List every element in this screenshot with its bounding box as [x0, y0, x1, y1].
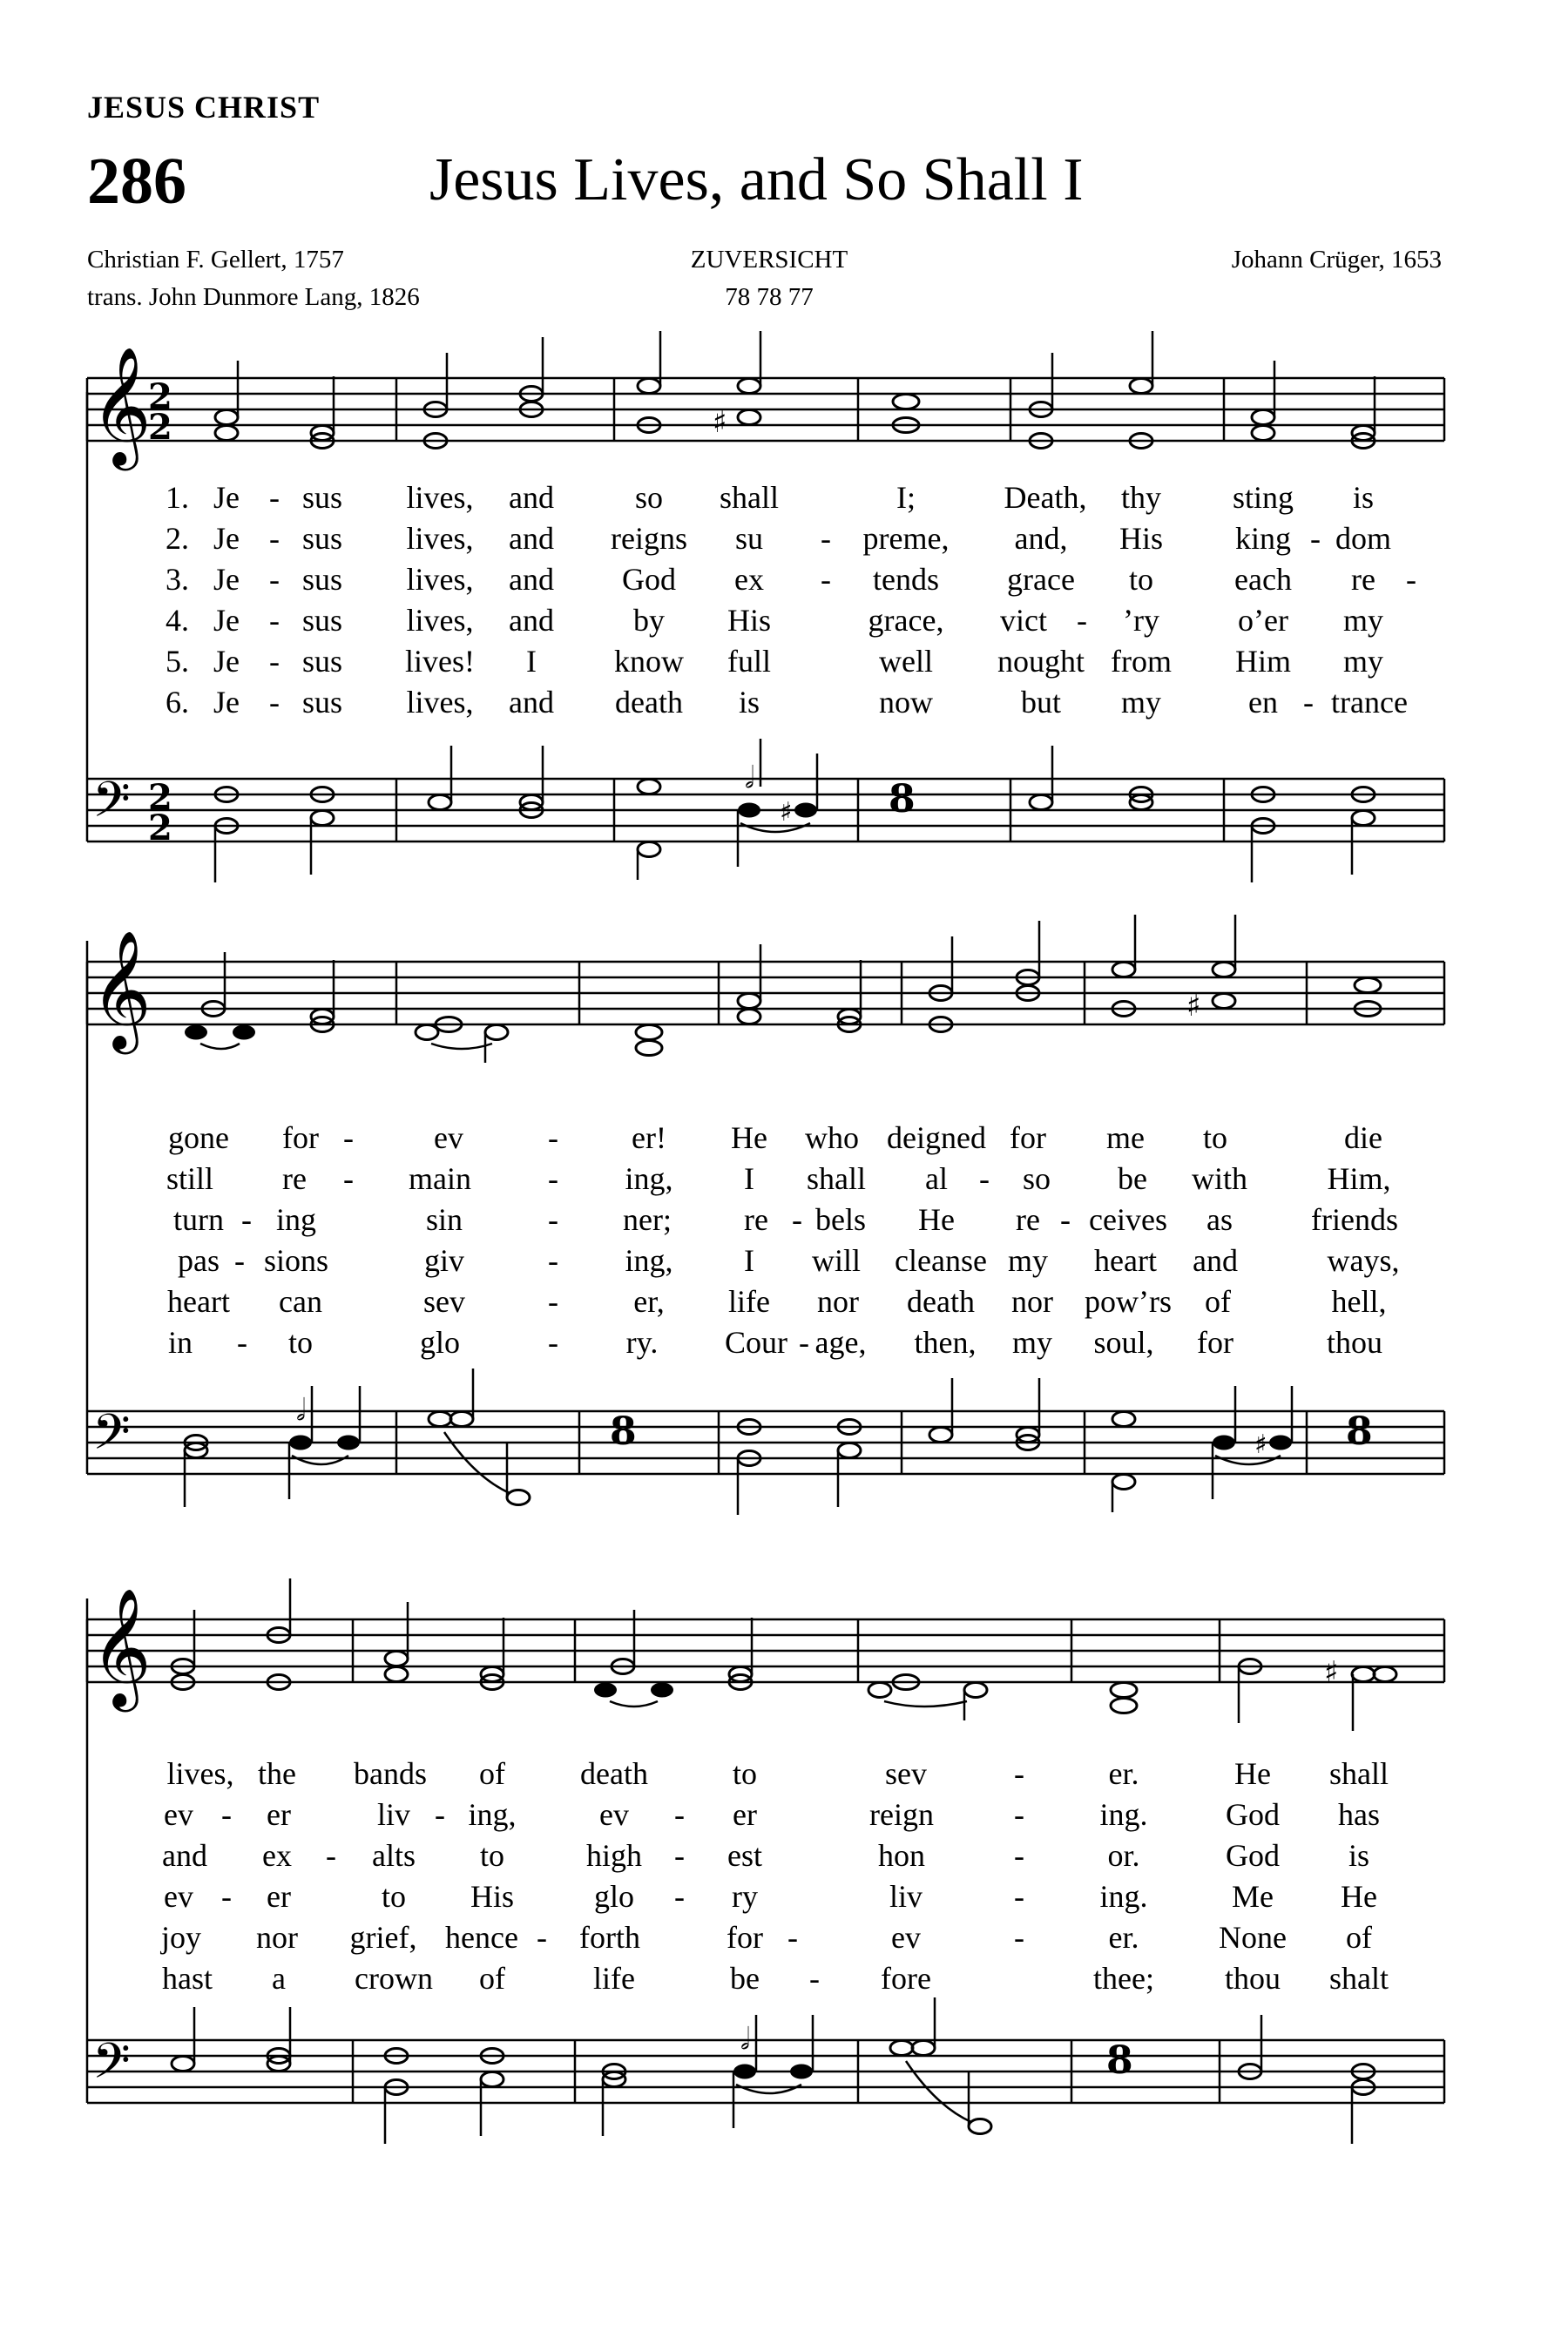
lyric-hyphen: -	[269, 644, 280, 679]
lyric-syllable: shall	[1329, 1756, 1389, 1791]
treble-staff-system-2	[0, 929, 1568, 1054]
lyric-syllable: and	[1193, 1243, 1238, 1278]
lyric-syllable: age,	[814, 1325, 867, 1360]
verse-number: 6.	[166, 685, 189, 720]
lyric-syllable: to	[1128, 562, 1154, 597]
lyric-syllable: for	[727, 1920, 763, 1955]
lyric-syllable: ev	[891, 1920, 921, 1955]
lyric-syllable: who	[805, 1120, 859, 1155]
lyric-hyphen: -	[537, 1920, 547, 1955]
lyric-hyphen: -	[269, 685, 280, 720]
lyric-syllable: heart	[1094, 1243, 1157, 1278]
lyric-syllable: know	[614, 644, 684, 679]
lyric-syllable: trance	[1331, 685, 1408, 720]
lyric-syllable: hell,	[1331, 1284, 1387, 1319]
lyric-syllable: He	[1234, 1756, 1271, 1791]
lyric-hyphen: -	[221, 1879, 232, 1914]
lyric-line-verse-2	[0, 1796, 1568, 1837]
lyric-syllable: reigns	[611, 521, 687, 556]
lyric-line-verse-4	[0, 1878, 1568, 1919]
lyric-syllable: ’ry	[1123, 603, 1159, 638]
lyric-syllable: of	[1346, 1920, 1372, 1955]
lyric-hyphen: -	[1014, 1756, 1024, 1791]
section-heading: JESUS CHRIST	[87, 90, 321, 125]
svg-text:♯: ♯	[1324, 1655, 1339, 1690]
lyric-syllable: ex	[734, 562, 764, 597]
lyric-syllable: ceives	[1089, 1202, 1167, 1237]
lyric-syllable: my	[1011, 1325, 1053, 1360]
lyric-line-verse-2	[0, 1160, 1568, 1201]
lyric-syllable: His	[1119, 521, 1164, 556]
lyric-syllable: est	[727, 1838, 762, 1873]
lyric-syllable: hence	[445, 1920, 518, 1955]
lyric-syllable: to	[287, 1325, 314, 1360]
lyric-syllable: for	[1010, 1120, 1046, 1155]
lyric-hyphen: -	[269, 562, 280, 597]
lyric-syllable: lives,	[406, 603, 474, 638]
lyric-syllable: still	[166, 1161, 214, 1196]
lyric-syllable: thou	[1326, 1325, 1383, 1360]
lyric-syllable: lives,	[406, 685, 474, 720]
lyric-syllable: to	[381, 1879, 407, 1914]
lyric-line-verse-4	[0, 1242, 1568, 1283]
lyric-hyphen: -	[1406, 562, 1416, 597]
lyric-syllable: lives,	[406, 521, 474, 556]
svg-text:♯: ♯	[1254, 1429, 1267, 1460]
author-credit: Christian F. Gellert, 1757	[87, 246, 344, 274]
lyric-syllable: glo	[419, 1325, 461, 1360]
lyric-syllable: and	[162, 1838, 207, 1873]
lyric-hyphen: -	[548, 1243, 558, 1278]
lyric-syllable: I	[744, 1243, 754, 1278]
lyric-syllable: er.	[1108, 1920, 1139, 1955]
lyric-syllable: ry.	[625, 1325, 659, 1360]
lyric-syllable: nor	[817, 1284, 859, 1319]
lyric-syllable: tends	[873, 562, 939, 597]
lyric-hyphen: -	[787, 1920, 798, 1955]
lyric-syllable: ev	[164, 1879, 193, 1914]
lyric-syllable: full	[727, 644, 771, 679]
lyric-syllable: friends	[1311, 1202, 1398, 1237]
lyric-syllable: God	[1226, 1797, 1280, 1832]
lyric-syllable: He	[918, 1202, 955, 1237]
lyric-syllable: grace	[1007, 562, 1075, 597]
lyric-hyphen: -	[1077, 603, 1087, 638]
lyric-syllable: Me	[1232, 1879, 1274, 1914]
lyric-syllable: to	[732, 1756, 758, 1791]
lyric-syllable: lives,	[406, 562, 474, 597]
lyric-syllable: en	[1248, 685, 1278, 720]
lyric-syllable: can	[279, 1284, 322, 1319]
lyric-hyphen: -	[1303, 685, 1314, 720]
lyric-hyphen: -	[979, 1161, 990, 1196]
lyric-line-verse-6	[0, 1960, 1568, 2001]
verse-number: 4.	[166, 603, 189, 638]
lyric-syllable: Je	[213, 644, 240, 679]
lyric-syllable: None	[1219, 1920, 1287, 1955]
lyric-syllable: Him,	[1327, 1161, 1391, 1196]
lyric-line-verse-5	[0, 643, 1568, 684]
hymn-number: 286	[87, 145, 186, 218]
lyric-syllable: er	[733, 1797, 757, 1832]
lyric-syllable: ing	[275, 1202, 317, 1237]
lyric-syllable: sus	[301, 562, 343, 597]
lyric-syllable: ev	[599, 1797, 629, 1832]
lyric-syllable: be	[1118, 1161, 1147, 1196]
lyric-line-verse-6	[0, 1324, 1568, 1365]
svg-text:𝄢: 𝄢	[92, 2033, 131, 2102]
lyric-syllable: is	[1348, 1838, 1370, 1873]
svg-text:𝅗𝅥: 𝅗𝅥	[296, 1393, 306, 1428]
lyric-syllable: God	[622, 562, 676, 597]
lyric-syllable: His	[470, 1879, 515, 1914]
lyric-hyphen: -	[1014, 1879, 1024, 1914]
lyric-syllable: nought	[997, 644, 1085, 679]
lyric-syllable: and,	[1014, 521, 1068, 556]
svg-text:♯: ♯	[780, 797, 793, 828]
lyric-hyphen: -	[674, 1838, 685, 1873]
lyric-syllable: and	[509, 521, 554, 556]
lyric-syllable: ev	[164, 1797, 193, 1832]
svg-text:♯: ♯	[713, 405, 727, 440]
lyric-syllable: sus	[301, 480, 343, 515]
svg-text:𝄞: 𝄞	[91, 1586, 152, 1707]
lyric-hyphen: -	[548, 1202, 558, 1237]
lyric-syllable: He	[731, 1120, 767, 1155]
lyric-syllable: I;	[896, 480, 916, 515]
treble-staff-system-3	[0, 1586, 1568, 1712]
svg-text:𝄢: 𝄢	[92, 772, 131, 841]
lyric-syllable: a	[272, 1961, 286, 1996]
lyric-line-verse-5	[0, 1919, 1568, 1960]
lyric-hyphen: -	[269, 521, 280, 556]
lyric-hyphen: -	[1310, 521, 1321, 556]
lyric-line-verse-2	[0, 520, 1568, 561]
lyric-hyphen: -	[269, 603, 280, 638]
lyric-hyphen: -	[821, 562, 831, 597]
lyric-syllable: ing,	[625, 1161, 673, 1196]
lyric-hyphen: -	[548, 1284, 558, 1319]
lyric-syllable: Je	[213, 603, 240, 638]
lyric-syllable: ing,	[625, 1243, 673, 1278]
lyric-syllable: with	[1191, 1161, 1248, 1196]
verse-lyrics-system-2	[0, 1119, 1568, 1365]
lyric-syllable: sus	[301, 603, 343, 638]
lyric-syllable: sev	[885, 1756, 927, 1791]
lyric-syllable: fore	[881, 1961, 931, 1996]
lyric-syllable: my	[1342, 603, 1384, 638]
lyric-syllable: liv	[376, 1797, 411, 1832]
lyric-syllable: die	[1344, 1120, 1382, 1155]
lyric-syllable: lives!	[405, 644, 475, 679]
lyric-hyphen: -	[792, 1202, 802, 1237]
lyric-syllable: king	[1234, 521, 1292, 556]
lyric-syllable: Death,	[1004, 480, 1087, 515]
lyric-syllable: er.	[1108, 1756, 1139, 1791]
lyric-syllable: for	[282, 1120, 319, 1155]
lyric-syllable: er	[267, 1879, 291, 1914]
lyric-syllable: reign	[869, 1797, 934, 1832]
lyric-syllable: hast	[162, 1961, 213, 1996]
lyric-hyphen: -	[1014, 1797, 1024, 1832]
lyric-syllable: sus	[301, 644, 343, 679]
lyric-syllable: my	[1120, 685, 1162, 720]
bass-staff-system-2	[0, 1390, 1568, 1530]
lyric-syllable: God	[1226, 1838, 1280, 1873]
svg-text:𝅗𝅥: 𝅗𝅥	[745, 760, 754, 795]
lyric-syllable: and	[509, 685, 554, 720]
lyric-hyphen: -	[1014, 1838, 1024, 1873]
lyric-syllable: preme,	[862, 521, 950, 556]
lyric-hyphen: -	[809, 1961, 820, 1996]
lyric-syllable: al	[925, 1161, 948, 1196]
lyric-syllable: well	[879, 644, 933, 679]
lyric-syllable: grace,	[868, 603, 944, 638]
lyric-hyphen: -	[241, 1202, 252, 1237]
lyric-syllable: to	[479, 1838, 505, 1873]
svg-text:2: 2	[148, 808, 172, 848]
lyric-syllable: of	[1205, 1284, 1231, 1319]
lyric-syllable: to	[1202, 1120, 1228, 1155]
lyric-syllable: hon	[878, 1838, 925, 1873]
lyric-syllable: life	[593, 1961, 635, 1996]
svg-text:8: 8	[1346, 1409, 1373, 1454]
lyric-syllable: deigned	[887, 1120, 986, 1155]
lyric-syllable: thee;	[1093, 1961, 1154, 1996]
lyric-syllable: cleanse	[895, 1243, 987, 1278]
lyric-syllable: lives,	[406, 480, 474, 515]
lyric-hyphen: -	[1060, 1202, 1071, 1237]
lyric-syllable: will	[811, 1243, 862, 1278]
lyric-syllable: sus	[301, 685, 343, 720]
lyric-hyphen: -	[269, 480, 280, 515]
lyric-syllable: o’er	[1238, 603, 1288, 638]
lyric-syllable: sting	[1232, 480, 1294, 515]
svg-text:2: 2	[148, 376, 172, 417]
lyric-hyphen: -	[548, 1325, 558, 1360]
lyric-line-verse-4	[0, 602, 1568, 643]
svg-text:𝄞: 𝄞	[91, 345, 152, 465]
lyric-hyphen: -	[799, 1325, 809, 1360]
lyric-line-verse-1	[0, 479, 1568, 520]
lyric-line-verse-3	[0, 1837, 1568, 1878]
lyric-syllable: of	[479, 1961, 505, 1996]
lyric-syllable: my	[1342, 644, 1384, 679]
lyric-syllable: main	[409, 1161, 471, 1196]
lyric-syllable: I	[526, 644, 537, 679]
lyric-syllable: high	[585, 1838, 643, 1873]
lyric-syllable: and	[509, 603, 554, 638]
lyric-syllable: He	[1341, 1879, 1377, 1914]
lyric-syllable: by	[633, 603, 665, 638]
lyric-hyphen: -	[234, 1243, 245, 1278]
svg-text:2: 2	[148, 777, 172, 818]
lyric-syllable: thy	[1120, 480, 1162, 515]
lyric-syllable: glo	[593, 1879, 635, 1914]
lyric-syllable: er	[267, 1797, 291, 1832]
svg-text:8: 8	[610, 1409, 637, 1454]
lyric-syllable: forth	[579, 1920, 640, 1955]
lyric-line-verse-3	[0, 1201, 1568, 1242]
lyric-syllable: er!	[632, 1120, 666, 1155]
verse-number: 5.	[166, 644, 189, 679]
svg-text:2: 2	[148, 407, 172, 448]
lyric-syllable: re	[1351, 562, 1375, 597]
lyric-syllable: re	[1016, 1202, 1040, 1237]
lyric-syllable: be	[730, 1961, 760, 1996]
lyric-syllable: su	[734, 521, 764, 556]
lyric-syllable: nor	[1011, 1284, 1053, 1319]
lyric-syllable: soul,	[1093, 1325, 1154, 1360]
lyric-hyphen: -	[237, 1325, 247, 1360]
lyric-syllable: Him	[1234, 644, 1292, 679]
lyric-line-verse-1	[0, 1755, 1568, 1796]
lyric-syllable: dom	[1335, 521, 1392, 556]
lyric-line-verse-5	[0, 1283, 1568, 1324]
lyric-syllable: giv	[423, 1243, 465, 1278]
lyric-syllable: each	[1234, 562, 1292, 597]
lyric-syllable: me	[1106, 1120, 1145, 1155]
lyric-syllable: grief,	[349, 1920, 417, 1955]
lyric-hyphen: -	[674, 1879, 685, 1914]
lyric-syllable: alts	[372, 1838, 416, 1873]
lyric-syllable: shall	[720, 480, 779, 515]
lyric-syllable: Je	[213, 562, 240, 597]
lyric-syllable: so	[634, 480, 664, 515]
lyric-syllable: is	[738, 685, 760, 720]
verse-number: 3.	[166, 562, 189, 597]
lyric-syllable: is	[1352, 480, 1375, 515]
lyric-syllable: re	[282, 1161, 307, 1196]
lyric-syllable: His	[727, 603, 772, 638]
svg-text:♯: ♯	[1186, 989, 1201, 1024]
lyric-hyphen: -	[821, 521, 831, 556]
lyric-syllable: bels	[815, 1202, 866, 1237]
lyric-syllable: my	[1007, 1243, 1049, 1278]
svg-text:𝄢: 𝄢	[92, 1404, 131, 1473]
lyric-line-verse-1	[0, 1119, 1568, 1160]
translator-credit: trans. John Dunmore Lang, 1826	[87, 283, 420, 311]
lyric-syllable: pas	[178, 1243, 220, 1278]
lyric-syllable: the	[258, 1756, 296, 1791]
lyric-syllable: or.	[1107, 1838, 1140, 1873]
lyric-syllable: ing.	[1099, 1879, 1148, 1914]
lyric-syllable: Je	[213, 521, 240, 556]
lyric-hyphen: -	[1014, 1920, 1024, 1955]
verse-number: 1.	[166, 480, 189, 515]
lyric-syllable: has	[1338, 1797, 1380, 1832]
lyric-syllable: shalt	[1329, 1961, 1389, 1996]
lyric-syllable: joy	[160, 1920, 202, 1955]
verse-lyrics-system-3	[0, 1755, 1568, 2001]
lyric-syllable: ing,	[468, 1797, 517, 1832]
lyric-syllable: sions	[263, 1243, 329, 1278]
lyric-syllable: and	[509, 480, 554, 515]
lyric-syllable: for	[1197, 1325, 1233, 1360]
lyric-hyphen: -	[435, 1797, 445, 1832]
lyric-syllable: now	[879, 685, 933, 720]
verse-lyrics-system-1	[0, 479, 1568, 725]
lyric-syllable: ry	[732, 1879, 758, 1914]
lyric-syllable: lives,	[166, 1756, 234, 1791]
lyric-hyphen: -	[674, 1797, 685, 1832]
lyric-syllable: Cour	[725, 1325, 787, 1360]
lyric-syllable: death	[580, 1756, 648, 1791]
lyric-syllable: re	[744, 1202, 768, 1237]
lyric-syllable: shall	[807, 1161, 866, 1196]
lyric-syllable: ways,	[1327, 1243, 1400, 1278]
lyric-hyphen: -	[343, 1120, 354, 1155]
svg-text:𝅗𝅥: 𝅗𝅥	[740, 2022, 750, 2057]
lyric-syllable: sus	[301, 521, 343, 556]
lyric-syllable: but	[1020, 685, 1062, 720]
lyric-syllable: Je	[213, 685, 240, 720]
lyric-syllable: Je	[213, 480, 240, 515]
meter: 78 78 77	[725, 283, 814, 311]
bass-staff-system-3	[0, 2019, 1568, 2159]
tune-name: ZUVERSICHT	[690, 246, 848, 274]
lyric-syllable: heart	[167, 1284, 230, 1319]
lyric-syllable: and	[509, 562, 554, 597]
composer-credit: Johann Crüger, 1653	[1231, 246, 1442, 274]
svg-text:8: 8	[1106, 2038, 1133, 2083]
lyric-syllable: death	[907, 1284, 975, 1319]
lyric-syllable: gone	[168, 1120, 229, 1155]
lyric-syllable: bands	[354, 1756, 427, 1791]
lyric-syllable: then,	[914, 1325, 977, 1360]
lyric-hyphen: -	[343, 1161, 354, 1196]
bass-staff-system-1	[0, 758, 1568, 897]
lyric-hyphen: -	[548, 1120, 558, 1155]
lyric-syllable: thou	[1224, 1961, 1281, 1996]
lyric-syllable: death	[615, 685, 683, 720]
lyric-syllable: nor	[256, 1920, 298, 1955]
lyric-line-verse-3	[0, 561, 1568, 602]
lyric-syllable: ev	[434, 1120, 463, 1155]
lyric-line-verse-6	[0, 684, 1568, 725]
lyric-hyphen: -	[221, 1797, 232, 1832]
lyric-hyphen: -	[548, 1161, 558, 1196]
lyric-syllable: ex	[262, 1838, 292, 1873]
lyric-syllable: er,	[633, 1284, 665, 1319]
lyric-syllable: of	[479, 1756, 505, 1791]
hymn-title: Jesus Lives, and So Shall I	[429, 146, 1084, 213]
lyric-syllable: ing.	[1099, 1797, 1148, 1832]
lyric-syllable: ner;	[623, 1202, 672, 1237]
lyric-syllable: turn	[173, 1202, 224, 1237]
lyric-syllable: so	[1022, 1161, 1051, 1196]
svg-text:8: 8	[889, 777, 916, 821]
lyric-syllable: sev	[423, 1284, 465, 1319]
lyric-syllable: liv	[889, 1879, 923, 1914]
treble-staff-system-1	[0, 345, 1568, 470]
lyric-syllable: sin	[425, 1202, 463, 1237]
lyric-syllable: life	[728, 1284, 770, 1319]
lyric-syllable: in	[167, 1325, 193, 1360]
lyric-syllable: crown	[355, 1961, 433, 1996]
lyric-syllable: vict	[1000, 603, 1047, 638]
lyric-hyphen: -	[326, 1838, 336, 1873]
lyric-syllable: pow’rs	[1085, 1284, 1172, 1319]
lyric-syllable: I	[744, 1161, 754, 1196]
lyric-syllable: from	[1111, 644, 1172, 679]
verse-number: 2.	[166, 521, 189, 556]
svg-text:𝄞: 𝄞	[91, 929, 152, 1049]
lyric-syllable: as	[1206, 1202, 1233, 1237]
